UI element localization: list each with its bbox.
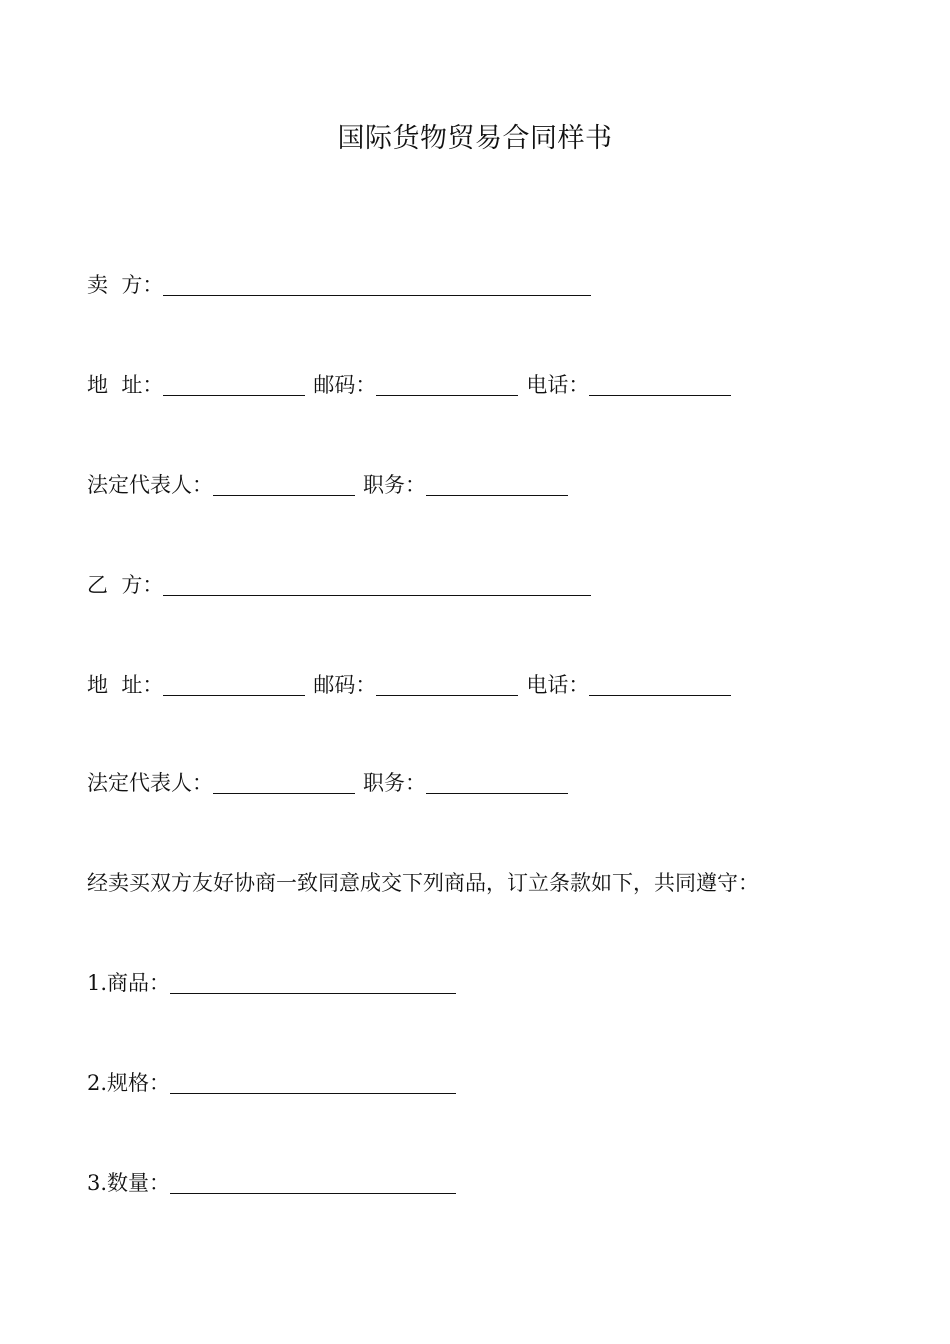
clause-row-3 [87,1166,456,1196]
seller-party-blank[interactable] [163,273,591,296]
seller-party-row [87,268,591,298]
seller-rep-row [87,468,568,498]
seller-party-label: 卖 方： [87,273,164,297]
seller-position-label: 职务： [363,473,426,497]
document-title: 国际货物贸易合同样书 [337,123,613,154]
clause-row-2 [87,1066,456,1096]
seller-postcode-blank[interactable] [376,373,518,396]
buyer-position-label: 职务： [363,771,426,795]
buyer-contact-row [87,668,731,698]
clause-label-1: 1.商品： [87,971,171,995]
buyer-rep-label: 法定代表人： [87,771,213,795]
intro-paragraph: 经卖买双方友好协商一致同意成交下列商品，订立条款如下，共同遵守： [87,871,759,895]
buyer-rep-blank[interactable] [213,771,355,794]
buyer-address-label: 地 址： [87,673,164,697]
seller-address-label: 地 址： [87,373,164,397]
seller-address-blank[interactable] [163,373,305,396]
clause-label-2: 2.规格： [87,1071,171,1095]
buyer-postcode-label: 邮码： [313,673,377,697]
clause-blank-3[interactable] [170,1171,456,1194]
seller-phone-label: 电话： [526,373,590,397]
seller-rep-label: 法定代表人： [87,473,213,497]
buyer-party-blank[interactable] [163,573,591,596]
clause-blank-1[interactable] [170,971,456,994]
buyer-postcode-blank[interactable] [376,673,518,696]
buyer-party-row [87,568,591,598]
buyer-rep-row [87,766,568,796]
buyer-phone-label: 电话： [526,673,590,697]
seller-contact-row [87,368,731,398]
seller-rep-blank[interactable] [213,473,355,496]
buyer-phone-blank[interactable] [589,673,731,696]
clause-blank-2[interactable] [170,1071,456,1094]
seller-postcode-label: 邮码： [313,373,377,397]
buyer-party-label: 乙 方： [87,573,164,597]
buyer-position-blank[interactable] [426,771,568,794]
seller-position-blank[interactable] [426,473,568,496]
buyer-address-blank[interactable] [163,673,305,696]
seller-phone-blank[interactable] [589,373,731,396]
clause-row-1 [87,966,456,996]
clause-label-3: 3.数量： [87,1171,171,1195]
